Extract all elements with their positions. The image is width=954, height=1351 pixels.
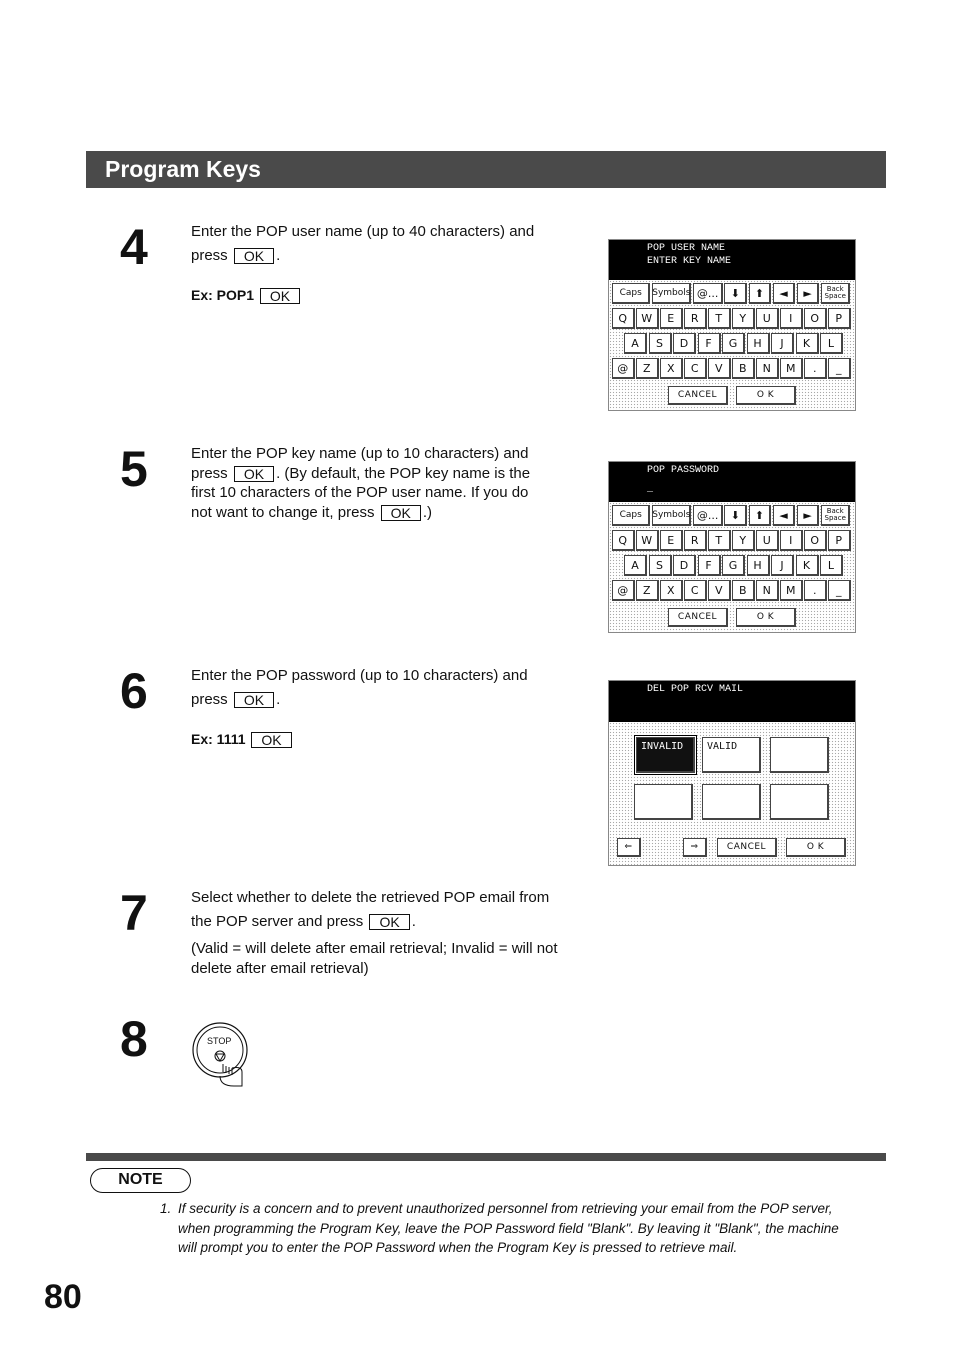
page-forward-icon[interactable]: ⇒ [683, 838, 707, 857]
key-d[interactable]: D [673, 555, 696, 576]
caps-key[interactable]: Caps [612, 505, 650, 526]
step-7-line1: Select whether to delete the retrieved POP email from [191, 889, 550, 906]
section-header-bar [86, 151, 886, 188]
key-w[interactable]: W [636, 308, 659, 329]
step-7-line4: delete after email retrieval) [191, 960, 369, 977]
key-e[interactable]: E [660, 308, 683, 329]
step-4-example: Ex: POP1 [191, 287, 255, 303]
step-6-line1: Enter the POP password (up to 10 characters) and [191, 667, 528, 684]
lcd-line: DEL POP RCV MAIL [647, 684, 744, 695]
lcd-line: POP USER NAME [647, 243, 726, 254]
key-u[interactable]: U [756, 308, 779, 329]
step-5-line4: not want to change it, press [191, 503, 375, 521]
cancel-button[interactable]: CANCEL [668, 386, 728, 405]
key-d[interactable]: D [673, 333, 696, 354]
key-r[interactable]: R [684, 530, 707, 551]
symbols-key[interactable]: Symbols [652, 283, 691, 304]
key-f[interactable]: F [698, 333, 721, 354]
key-k[interactable]: K [796, 555, 819, 576]
step-6-line2: press [191, 691, 228, 708]
step-number-7: 7 [120, 885, 148, 941]
key-l[interactable]: L [820, 333, 843, 354]
key-s[interactable]: S [649, 333, 672, 354]
arrow-left-icon[interactable]: ◄ [773, 505, 796, 526]
key-u[interactable]: U [756, 530, 779, 551]
stop-button-icon [190, 1020, 252, 1088]
key-y[interactable]: Y [732, 308, 755, 329]
key-p[interactable]: P [828, 308, 851, 329]
section-title: Program Keys [105, 156, 261, 182]
option-empty[interactable] [770, 784, 829, 820]
note-item-number: 1. [160, 1201, 172, 1216]
step-4-text [191, 222, 534, 305]
cancel-button[interactable]: CANCEL [668, 608, 728, 627]
step-number-8: 8 [120, 1011, 148, 1067]
key-b[interactable]: B [732, 358, 755, 379]
cancel-button[interactable]: CANCEL [717, 838, 777, 857]
key-q[interactable]: Q [612, 530, 635, 551]
key-l[interactable]: L [820, 555, 843, 576]
ok-key-label: OK [234, 466, 274, 482]
key-z[interactable]: Z [636, 580, 659, 601]
key-a[interactable]: A [624, 333, 647, 354]
key-n[interactable]: N [756, 580, 779, 601]
arrow-down-icon[interactable]: ⬇ [724, 283, 747, 304]
ok-key-label: OK [234, 248, 274, 264]
caps-key[interactable]: Caps [612, 283, 650, 304]
note-label: NOTE [90, 1168, 191, 1193]
key-f[interactable]: F [698, 555, 721, 576]
note-line: when programming the Program Key, leave the POP Password field "Blank". By leaving it "Blank", the machine [178, 1220, 839, 1236]
key-a[interactable]: A [624, 555, 647, 576]
key-h[interactable]: H [747, 555, 770, 576]
step-7-text [191, 888, 558, 979]
step-number-6: 6 [120, 663, 148, 719]
ok-key-label: OK [251, 732, 291, 748]
key-t[interactable]: T [708, 308, 731, 329]
key-at[interactable]: @ [612, 358, 635, 379]
back-space-key[interactable]: Back Space [821, 505, 851, 526]
step-6-line2-end: . [276, 691, 281, 708]
key-n[interactable]: N [756, 358, 779, 379]
lcd-cursor: _ [647, 484, 654, 495]
arrow-right-icon[interactable]: ► [797, 505, 820, 526]
note-line: will prompt you to enter the POP Password when the Program Key is pressed to retrieve mail. [178, 1240, 738, 1255]
option-invalid[interactable]: INVALID [636, 737, 695, 773]
key-w[interactable]: W [636, 530, 659, 551]
stop-label: STOP [207, 1036, 232, 1046]
arrow-up-icon[interactable]: ⬆ [749, 505, 772, 526]
key-at[interactable]: @ [612, 580, 635, 601]
key-p[interactable]: P [828, 530, 851, 551]
key-period[interactable]: . [804, 580, 827, 601]
step-7-line3: (Valid = will delete after email retrieval; Invalid = will not [191, 940, 558, 957]
key-h[interactable]: H [747, 333, 770, 354]
page-back-icon[interactable]: ⇐ [617, 838, 641, 857]
bottom-buttons [609, 604, 855, 632]
lcd-display [609, 681, 855, 722]
key-v[interactable]: V [708, 580, 731, 601]
key-g[interactable]: G [722, 555, 745, 576]
step-6-example: Ex: 1111 [191, 731, 246, 747]
key-g[interactable]: G [722, 333, 745, 354]
step-5-line4-end: .) [422, 503, 433, 521]
key-b[interactable]: B [732, 580, 755, 601]
ok-button[interactable]: O K [736, 608, 796, 627]
back-space-key[interactable]: Back Space [821, 283, 851, 304]
note-text [160, 1199, 890, 1258]
key-underscore[interactable]: _ [828, 358, 851, 379]
ok-button[interactable]: O K [736, 386, 796, 405]
option-valid[interactable]: VALID [702, 737, 761, 773]
option-grid [609, 722, 855, 865]
key-i[interactable]: I [780, 308, 803, 329]
step-number-4: 4 [120, 219, 148, 275]
arrow-down-icon[interactable]: ⬇ [724, 505, 747, 526]
ok-key-label: OK [369, 914, 409, 930]
key-m[interactable]: M [780, 358, 803, 379]
key-t[interactable]: T [708, 530, 731, 551]
option-empty[interactable] [770, 737, 829, 773]
ok-button[interactable]: O K [786, 838, 846, 857]
key-v[interactable]: V [708, 358, 731, 379]
step-5-line1: Enter the POP key name (up to 10 characters) and [191, 445, 529, 462]
key-z[interactable]: Z [636, 358, 659, 379]
key-k[interactable]: K [796, 333, 819, 354]
key-i[interactable]: I [780, 530, 803, 551]
step-5-line2: press [191, 464, 228, 482]
bottom-buttons [609, 382, 855, 410]
key-m[interactable]: M [780, 580, 803, 601]
step-number-5: 5 [120, 441, 148, 497]
arrow-up-icon[interactable]: ⬆ [749, 283, 772, 304]
key-j[interactable]: J [771, 333, 794, 354]
key-r[interactable]: R [684, 308, 707, 329]
step-6-text [191, 666, 528, 749]
key-period[interactable]: . [804, 358, 827, 379]
note-line: If security is a concern and to prevent unauthorized personnel from retrieving your email from the POP server, [178, 1201, 833, 1216]
lcd-display [609, 240, 855, 280]
key-q[interactable]: Q [612, 308, 635, 329]
at-dots-key[interactable]: @... [693, 505, 723, 526]
keyboard [609, 280, 855, 382]
arrow-right-icon[interactable]: ► [797, 283, 820, 304]
key-x[interactable]: X [660, 580, 683, 601]
lcd-line: POP PASSWORD [647, 465, 720, 476]
step-4-line2: press [191, 247, 228, 264]
keyboard [609, 502, 855, 604]
lcd-panel-pop-user-name [608, 239, 856, 411]
step-7-line2: the POP server and press [191, 913, 364, 930]
option-empty[interactable] [634, 784, 693, 820]
key-o[interactable]: O [804, 308, 827, 329]
note-divider [86, 1153, 886, 1161]
arrow-left-icon[interactable]: ◄ [773, 283, 796, 304]
lcd-panel-pop-password [608, 461, 856, 633]
lcd-panel-del-pop-rcv-mail [608, 680, 856, 866]
ok-key-label: OK [260, 288, 300, 304]
key-j[interactable]: J [771, 555, 794, 576]
ok-key-label: OK [381, 505, 421, 521]
ok-key-label: OK [234, 692, 274, 708]
step-5-line2-end: . (By default, the POP key name is the [276, 464, 531, 482]
key-e[interactable]: E [660, 530, 683, 551]
symbols-key[interactable]: Symbols [652, 505, 691, 526]
at-dots-key[interactable]: @... [693, 283, 723, 304]
page-number: 80 [44, 1278, 82, 1316]
key-s[interactable]: S [649, 555, 672, 576]
option-empty[interactable] [702, 784, 761, 820]
lcd-line: ENTER KEY NAME [647, 256, 732, 267]
step-7-line2-end: . [411, 913, 416, 930]
step-5-line3: first 10 characters of the POP user name. If you do [191, 484, 529, 501]
key-y[interactable]: Y [732, 530, 755, 551]
lcd-display [609, 462, 855, 502]
key-c[interactable]: C [684, 580, 707, 601]
key-x[interactable]: X [660, 358, 683, 379]
step-5-text [191, 444, 530, 522]
step-4-line1: Enter the POP user name (up to 40 characters) and [191, 223, 535, 240]
key-c[interactable]: C [684, 358, 707, 379]
step-4-line2-end: . [276, 247, 281, 264]
key-o[interactable]: O [804, 530, 827, 551]
key-underscore[interactable]: _ [828, 580, 851, 601]
